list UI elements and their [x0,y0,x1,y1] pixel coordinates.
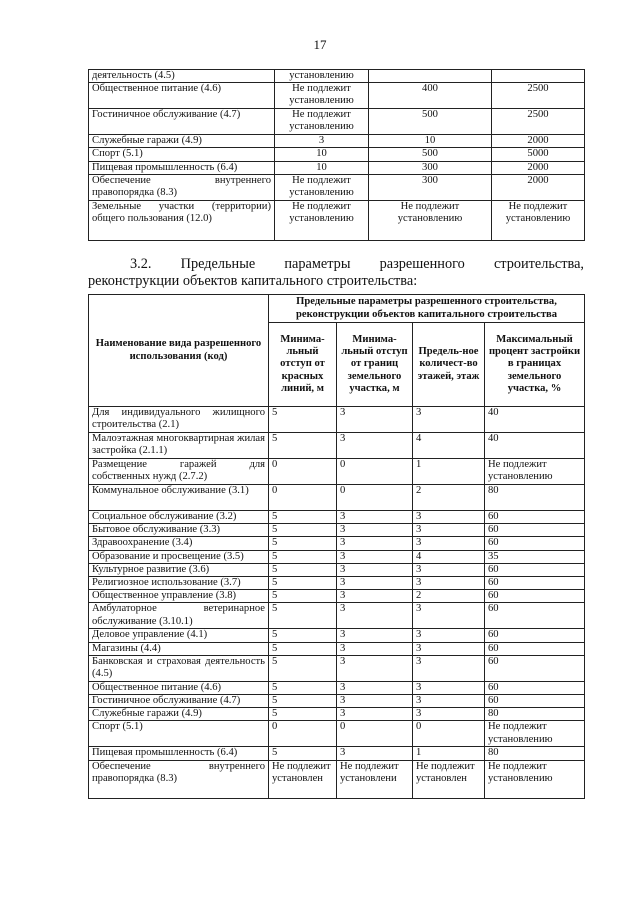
cell-plot-setback: 3 [337,747,413,760]
header-group: Предельные параметры разрешенного строительства, реконструкции объектов капитального строительства [269,295,585,323]
table-row [89,629,585,642]
cell-value-1: Не подлежит установлению [275,174,369,200]
table-row [89,148,585,161]
cell-floors: 2 [413,485,485,511]
cell-coverage: 80 [485,708,585,721]
cell-value-2: 500 [369,109,492,135]
cell-plot-setback: 0 [337,459,413,485]
table-row [89,721,585,747]
cell-red-line-setback: 5 [269,603,337,629]
cell-use-type: Образование и просвещение (3.5) [89,550,269,563]
cell-value-2: 10 [369,135,492,148]
cell-red-line-setback: 5 [269,433,337,459]
cell-coverage: Не подлежит установлению [485,459,585,485]
cell-value-1: Не подлежит установлению [275,83,369,109]
table-row [89,524,585,537]
cell-value-2 [369,70,492,83]
cell-value-1: 10 [275,148,369,161]
cell-value-3: Не подлежит установлению [492,200,585,240]
cell-value-1: Не подлежит установлению [275,109,369,135]
cell-value-2: 500 [369,148,492,161]
cell-floors: 3 [413,577,485,590]
table-row [89,577,585,590]
table-row [89,459,585,485]
cell-plot-setback: 3 [337,590,413,603]
cell-floors: 3 [413,603,485,629]
cell-plot-setback: 0 [337,721,413,747]
table-row [89,655,585,681]
cell-use-type: Социальное обслуживание (3.2) [89,511,269,524]
cell-red-line-setback: 0 [269,721,337,747]
cell-use-type: Размещение гаражей для собственных нужд (2.7.2) [89,459,269,485]
cell-red-line-setback: 5 [269,590,337,603]
cell-use-type: Бытовое обслуживание (3.3) [89,524,269,537]
header-col-plot-border: Минима-льный отступ от границ земельного участка, м [337,323,413,407]
cell-plot-setback: Не подлежит установлени [337,760,413,798]
cell-value-3: 5000 [492,148,585,161]
cell-floors: 3 [413,655,485,681]
cell-plot-setback: 3 [337,550,413,563]
cell-red-line-setback: 0 [269,459,337,485]
cell-use-type: Обеспечение внутреннего правопорядка (8.3) [89,760,269,798]
table-row [89,135,585,148]
table-row [89,537,585,550]
cell-use-type: Банковская и страховая деятельность (4.5) [89,655,269,681]
cell-plot-setback: 3 [337,524,413,537]
cell-use-type: Малоэтажная многоквартирная жилая застройка (2.1.1) [89,433,269,459]
cell-plot-setback: 3 [337,577,413,590]
cell-use-type: Гостиничное обслуживание (4.7) [89,109,275,135]
cell-floors: 4 [413,550,485,563]
cell-use-type: Для индивидуального жилищного строительства (2.1) [89,407,269,433]
cell-coverage: 80 [485,747,585,760]
cell-red-line-setback: 5 [269,681,337,694]
cell-floors: 2 [413,590,485,603]
cell-value-3: 2000 [492,135,585,148]
cell-floors: 3 [413,642,485,655]
cell-value-3: 2500 [492,109,585,135]
cell-red-line-setback: 5 [269,524,337,537]
cell-floors: 3 [413,563,485,576]
header-col-red-lines: Минима-льный отступ от красных линий, м [269,323,337,407]
cell-red-line-setback: 5 [269,511,337,524]
table-row [89,161,585,174]
cell-coverage: 60 [485,590,585,603]
cell-red-line-setback: 0 [269,485,337,511]
cell-use-type: Культурное развитие (3.6) [89,563,269,576]
table-row [89,681,585,694]
cell-coverage: 60 [485,577,585,590]
table-row [89,83,585,109]
cell-red-line-setback: 5 [269,695,337,708]
page-number: 17 [313,37,327,52]
cell-red-line-setback: 5 [269,563,337,576]
cell-use-type: Религиозное использование (3.7) [89,577,269,590]
cell-coverage: 35 [485,550,585,563]
cell-coverage: 60 [485,655,585,681]
cell-plot-setback: 3 [337,433,413,459]
table-construction-limits [88,294,585,799]
cell-coverage: 60 [485,563,585,576]
cell-floors: 1 [413,747,485,760]
cell-coverage: 60 [485,681,585,694]
cell-value-2: 300 [369,161,492,174]
cell-floors: 1 [413,459,485,485]
cell-floors: 3 [413,537,485,550]
cell-use-type: Магазины (4.4) [89,642,269,655]
cell-coverage: 60 [485,629,585,642]
cell-coverage: Не подлежит установлению [485,760,585,798]
cell-plot-setback: 3 [337,629,413,642]
cell-red-line-setback: 5 [269,407,337,433]
cell-floors: 3 [413,629,485,642]
cell-value-2: 400 [369,83,492,109]
cell-coverage: 60 [485,524,585,537]
cell-use-type: Спорт (5.1) [89,148,275,161]
cell-coverage: 60 [485,603,585,629]
table-row [89,590,585,603]
cell-coverage: 60 [485,537,585,550]
cell-red-line-setback: 5 [269,629,337,642]
table-row [89,174,585,200]
cell-use-type: Амбулаторное ветеринарное обслуживание (3.10.1) [89,603,269,629]
table-row [89,603,585,629]
table-row [89,760,585,798]
cell-red-line-setback: 5 [269,537,337,550]
cell-plot-setback: 3 [337,511,413,524]
cell-use-type: Общественное управление (3.8) [89,590,269,603]
cell-plot-setback: 3 [337,655,413,681]
cell-coverage: 40 [485,407,585,433]
cell-value-3 [492,70,585,83]
section-heading [88,256,584,290]
table-row [89,695,585,708]
cell-value-3: 2500 [492,83,585,109]
cell-plot-setback: 3 [337,603,413,629]
cell-use-type: Деловое управление (4.1) [89,629,269,642]
cell-coverage: 80 [485,485,585,511]
cell-use-type: Спорт (5.1) [89,721,269,747]
cell-value-2: 300 [369,174,492,200]
table-row [89,485,585,511]
cell-floors: 3 [413,708,485,721]
table-row [89,747,585,760]
cell-floors: 3 [413,524,485,537]
cell-plot-setback: 0 [337,485,413,511]
cell-value-3: 2000 [492,161,585,174]
cell-plot-setback: 3 [337,563,413,576]
cell-value-1: 3 [275,135,369,148]
cell-coverage: 60 [485,511,585,524]
cell-use-type: Общественное питание (4.6) [89,83,275,109]
table-parking-limits [88,69,585,241]
cell-floors: 3 [413,681,485,694]
cell-red-line-setback: 5 [269,550,337,563]
cell-value-1: установлению [275,70,369,83]
cell-floors: 0 [413,721,485,747]
cell-use-type: Коммунальное обслуживание (3.1) [89,485,269,511]
section-heading-line2: реконструкции объектов капитального строительства: [88,273,418,289]
cell-red-line-setback: Не подлежит установлен [269,760,337,798]
table-row [89,433,585,459]
cell-floors: 3 [413,695,485,708]
cell-red-line-setback: 5 [269,577,337,590]
cell-value-2: Не подлежит установлению [369,200,492,240]
cell-floors: 3 [413,407,485,433]
cell-plot-setback: 3 [337,695,413,708]
cell-coverage: 60 [485,695,585,708]
cell-use-type: Служебные гаражи (4.9) [89,708,269,721]
cell-red-line-setback: 5 [269,655,337,681]
cell-use-type: деятельность (4.5) [89,70,275,83]
cell-floors: 4 [413,433,485,459]
cell-coverage: 40 [485,433,585,459]
cell-use-type: Земельные участки (территории) общего пользования (12.0) [89,200,275,240]
cell-use-type: Гостиничное обслуживание (4.7) [89,695,269,708]
table-row [89,407,585,433]
header-col-floors: Предель-ное количест-во этажей, этаж [413,323,485,407]
table-row [89,563,585,576]
section-heading-line1: 3.2. Предельные параметры разрешенного строительства, [130,256,584,272]
cell-red-line-setback: 5 [269,642,337,655]
cell-coverage: 60 [485,642,585,655]
cell-floors: Не подлежит установлен [413,760,485,798]
cell-plot-setback: 3 [337,708,413,721]
cell-use-type: Общественное питание (4.6) [89,681,269,694]
cell-value-3: 2000 [492,174,585,200]
table-row [89,642,585,655]
table-row [89,109,585,135]
cell-value-1: 10 [275,161,369,174]
cell-value-1: Не подлежит установлению [275,200,369,240]
cell-plot-setback: 3 [337,642,413,655]
header-col-coverage: Максимальный процент застройки в границах земельного участка, % [485,323,585,407]
table-row [89,550,585,563]
cell-red-line-setback: 5 [269,747,337,760]
cell-coverage: Не подлежит установлению [485,721,585,747]
table-row [89,708,585,721]
cell-use-type: Здравоохранение (3.4) [89,537,269,550]
cell-use-type: Обеспечение внутреннего правопорядка (8.3) [89,174,275,200]
table-row [89,70,585,83]
cell-plot-setback: 3 [337,407,413,433]
cell-use-type: Пищевая промышленность (6.4) [89,161,275,174]
cell-red-line-setback: 5 [269,708,337,721]
cell-floors: 3 [413,511,485,524]
cell-use-type: Пищевая промышленность (6.4) [89,747,269,760]
table-row [89,511,585,524]
table-row [89,200,585,240]
cell-plot-setback: 3 [337,537,413,550]
header-use-type: Наименование вида разрешенного использования (код) [89,295,269,407]
cell-use-type: Служебные гаражи (4.9) [89,135,275,148]
cell-plot-setback: 3 [337,681,413,694]
